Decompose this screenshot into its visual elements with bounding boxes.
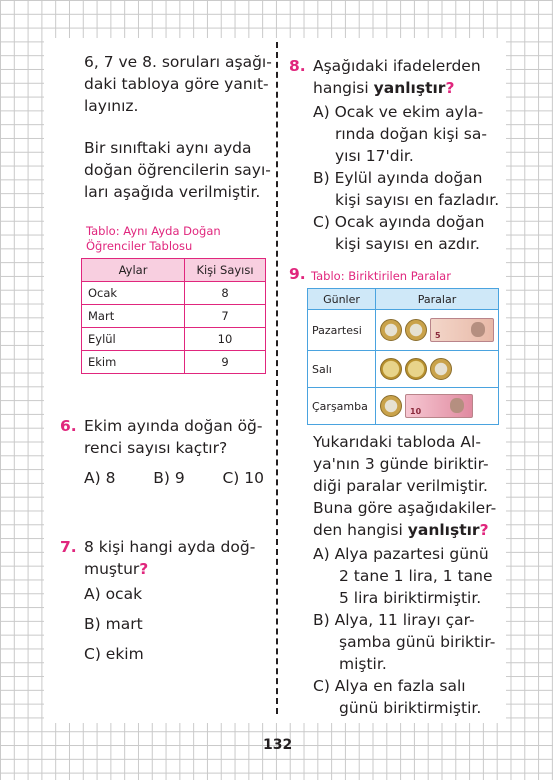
table-row bbox=[82, 305, 266, 328]
question-9-text bbox=[313, 431, 496, 541]
question-7-line: 8 kişi hangi ayda doğ- bbox=[84, 538, 256, 556]
option-line: yısı 17'dir. bbox=[335, 147, 414, 165]
question-7-text: muştur bbox=[84, 560, 140, 578]
intro-line: Bir sınıftaki aynı ayda bbox=[84, 139, 252, 157]
option-line: C) Alya en fazla salı bbox=[313, 677, 466, 695]
option-line: C) Ocak ayında doğan bbox=[313, 213, 485, 231]
table1-title bbox=[86, 224, 221, 254]
question-7-number: 7. bbox=[60, 538, 77, 556]
column-header: Kişi Sayısı bbox=[185, 259, 266, 282]
intro-line: 6, 7 ve 8. soruları aşağı- bbox=[84, 53, 272, 71]
column-header: Günler bbox=[308, 289, 376, 310]
option-a[interactable]: A) 8 bbox=[84, 469, 116, 487]
option-b[interactable]: B) 9 bbox=[153, 469, 185, 487]
fifty-kurus-coin-icon bbox=[405, 358, 427, 380]
ten-lira-note-icon bbox=[405, 394, 473, 418]
question-8-line: Aşağıdaki ifadelerden bbox=[313, 57, 481, 75]
question-6-line: Ekim ayında doğan öğ- bbox=[84, 417, 263, 435]
emphasis-word: yanlıştır bbox=[407, 521, 480, 539]
table1-title-line: Öğrenciler Tablosu bbox=[86, 239, 193, 253]
month-cell: Ocak bbox=[82, 282, 185, 305]
option-line: rında doğan kişi sa- bbox=[335, 125, 487, 143]
option-line: B) Eylül ayında doğan bbox=[313, 169, 483, 187]
intro-line: layınız. bbox=[84, 97, 139, 115]
month-cell: Eylül bbox=[82, 328, 185, 351]
count-cell: 9 bbox=[185, 351, 266, 374]
table-row bbox=[308, 310, 499, 351]
option-a[interactable] bbox=[313, 543, 495, 609]
option-line: 5 lira biriktirmiştir. bbox=[339, 589, 482, 607]
table-header-row bbox=[82, 259, 266, 282]
option-c[interactable] bbox=[313, 211, 499, 255]
table-row bbox=[82, 351, 266, 374]
question-6 bbox=[84, 415, 263, 459]
option-line: günü biriktirmiştir. bbox=[339, 699, 482, 717]
count-cell: 10 bbox=[185, 328, 266, 351]
table2-title: Tablo: Biriktirilen Paralar bbox=[311, 269, 451, 283]
option-c[interactable] bbox=[313, 675, 495, 719]
one-lira-coin-icon bbox=[380, 395, 402, 417]
five-lira-note-icon bbox=[430, 318, 494, 342]
option-line: A) Alya pazartesi günü bbox=[313, 545, 489, 563]
question-9-line: Yukarıdaki tabloda Al- bbox=[313, 433, 481, 451]
count-cell: 8 bbox=[185, 282, 266, 305]
question-mark: ? bbox=[479, 521, 489, 539]
option-a[interactable] bbox=[313, 101, 499, 167]
month-cell: Mart bbox=[82, 305, 185, 328]
savings-table bbox=[307, 288, 499, 425]
option-line: 2 tane 1 lira, 1 tane bbox=[339, 567, 493, 585]
option-a[interactable]: A) ocak bbox=[84, 585, 143, 603]
intro-text bbox=[84, 51, 272, 203]
question-9-line bbox=[313, 519, 496, 541]
money-cell bbox=[376, 310, 499, 351]
question-9-line: Buna göre aşağıdakiler- bbox=[313, 499, 497, 517]
question-6-line: renci sayısı kaçtır? bbox=[84, 439, 228, 457]
question-6-options bbox=[84, 467, 264, 489]
table-header-row bbox=[308, 289, 499, 310]
question-7 bbox=[84, 536, 255, 580]
fifty-kurus-coin-icon bbox=[380, 358, 402, 380]
column-header: Aylar bbox=[82, 259, 185, 282]
money-cell bbox=[376, 388, 499, 425]
option-c[interactable]: C) ekim bbox=[84, 645, 144, 663]
intro-line: daki tabloya göre yanıt- bbox=[84, 75, 269, 93]
table1-title-line: Tablo: Aynı Ayda Doğan bbox=[86, 224, 221, 238]
day-cell: Salı bbox=[308, 351, 376, 388]
option-c[interactable]: C) 10 bbox=[222, 469, 264, 487]
emphasis-word: yanlıştır bbox=[373, 79, 446, 97]
option-line: kişi sayısı en azdır. bbox=[335, 235, 480, 253]
question-6-number: 6. bbox=[60, 417, 77, 435]
question-8-options bbox=[313, 101, 499, 255]
option-b[interactable] bbox=[313, 609, 495, 675]
question-mark: ? bbox=[139, 560, 149, 578]
option-line: şamba günü biriktir- bbox=[339, 633, 496, 651]
question-8 bbox=[313, 55, 481, 99]
note-value: 10 bbox=[410, 407, 422, 416]
month-cell: Ekim bbox=[82, 351, 185, 374]
question-9-line: diği paralar verilmiştir. bbox=[313, 477, 488, 495]
question-9-options bbox=[313, 543, 495, 719]
months-table bbox=[81, 258, 266, 374]
question-7-options bbox=[84, 583, 144, 665]
table-row bbox=[82, 328, 266, 351]
table-row bbox=[82, 282, 266, 305]
option-b[interactable] bbox=[313, 167, 499, 211]
option-line: B) Alya, 11 lirayı çar- bbox=[313, 611, 475, 629]
column-divider bbox=[276, 42, 278, 714]
table-row bbox=[308, 351, 499, 388]
one-lira-coin-icon bbox=[405, 319, 427, 341]
question-mark: ? bbox=[445, 79, 455, 97]
one-lira-coin-icon bbox=[430, 358, 452, 380]
page-number: 132 bbox=[263, 737, 293, 753]
option-line: A) Ocak ve ekim ayla- bbox=[313, 103, 484, 121]
question-9-text-part: den hangisi bbox=[313, 521, 403, 539]
note-value: 5 bbox=[435, 331, 441, 340]
money-cell bbox=[376, 351, 499, 388]
intro-line: doğan öğrencilerin sayı- bbox=[84, 161, 271, 179]
option-line: kişi sayısı en fazladır. bbox=[335, 191, 500, 209]
question-7-line bbox=[84, 558, 255, 580]
option-b[interactable]: B) mart bbox=[84, 615, 143, 633]
count-cell: 7 bbox=[185, 305, 266, 328]
one-lira-coin-icon bbox=[380, 319, 402, 341]
option-line: miştir. bbox=[339, 655, 387, 673]
intro-line: ları aşağıda verilmiştir. bbox=[84, 183, 261, 201]
day-cell: Pazartesi bbox=[308, 310, 376, 351]
day-cell: Çarşamba bbox=[308, 388, 376, 425]
question-8-number: 8. bbox=[289, 57, 306, 75]
question-8-text: hangisi bbox=[313, 79, 369, 97]
question-9-number: 9. bbox=[289, 265, 306, 283]
table-row bbox=[308, 388, 499, 425]
question-9-line: ya'nın 3 günde biriktir- bbox=[313, 455, 489, 473]
column-header: Paralar bbox=[376, 289, 499, 310]
question-8-line bbox=[313, 77, 481, 99]
